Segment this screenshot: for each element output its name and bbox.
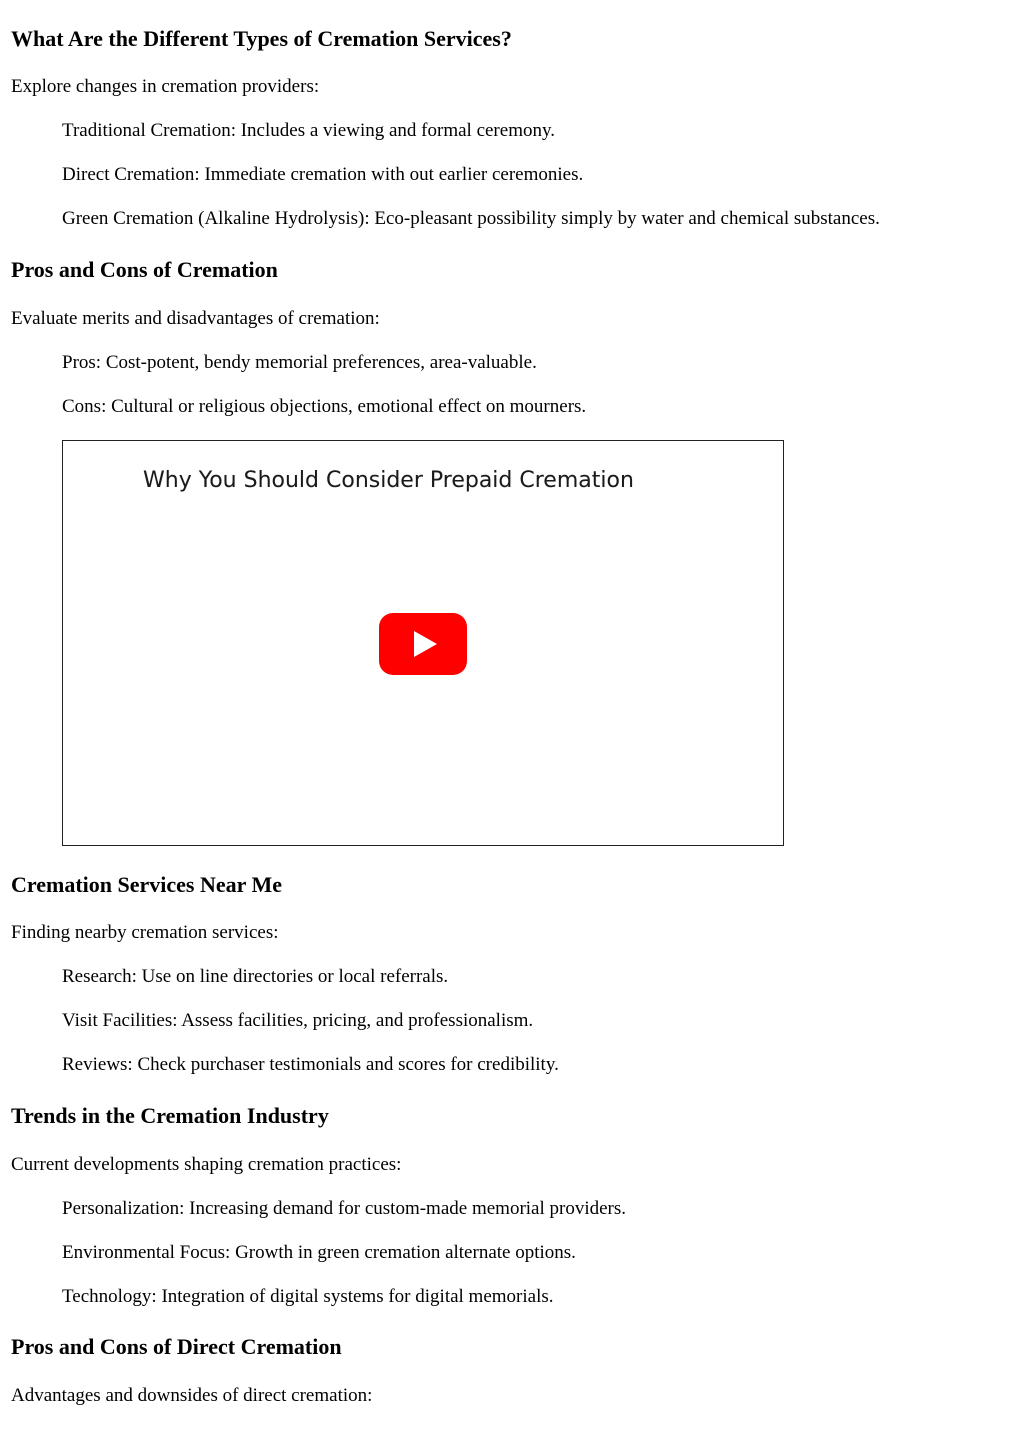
section-intro: Current developments shaping cremation practices: (11, 1154, 402, 1175)
section-heading: Pros and Cons of Direct Cremation (11, 1334, 342, 1359)
list-item: Cons: Cultural or religious objections, emotional effect on mourners. (62, 396, 587, 417)
list-item: Environmental Focus: Growth in green cremation alternate options. (62, 1242, 576, 1263)
list-item: Direct Cremation: Immediate cremation with out earlier ceremonies. (62, 164, 584, 185)
section-intro: Evaluate merits and disadvantages of cremation: (11, 308, 380, 329)
video-embed[interactable] (62, 440, 784, 846)
section-heading: Trends in the Cremation Industry (11, 1103, 329, 1128)
section-intro: Finding nearby cremation services: (11, 922, 279, 943)
section-heading: Pros and Cons of Cremation (11, 257, 278, 282)
section-intro: Explore changes in cremation providers: (11, 76, 320, 97)
play-button-shape[interactable] (379, 613, 467, 675)
list-item: Personalization: Increasing demand for custom-made memorial providers. (62, 1198, 627, 1219)
section-intro: Advantages and downsides of direct cremation: (11, 1385, 373, 1406)
list-item: Pros: Cost-potent, bendy memorial preferences, area-valuable. (62, 352, 537, 373)
list-item: Research: Use on line directories or local referrals. (62, 966, 449, 987)
video-title[interactable]: Why You Should Consider Prepaid Cremation (143, 468, 634, 493)
list-item: Reviews: Check purchaser testimonials and scores for credibility. (62, 1054, 559, 1075)
section-heading: What Are the Different Types of Cremation Services? (11, 26, 512, 51)
list-item: Visit Facilities: Assess facilities, pricing, and professionalism. (62, 1010, 534, 1031)
list-item: Technology: Integration of digital systems for digital memorials. (62, 1286, 554, 1307)
list-item: Traditional Cremation: Includes a viewing and formal ceremony. (62, 120, 555, 141)
youtube-play-icon[interactable] (379, 613, 467, 675)
list-item: Green Cremation (Alkaline Hydrolysis): Eco-pleasant possibility simply by water and chemical substances. (62, 208, 880, 229)
section-heading: Cremation Services Near Me (11, 872, 283, 897)
